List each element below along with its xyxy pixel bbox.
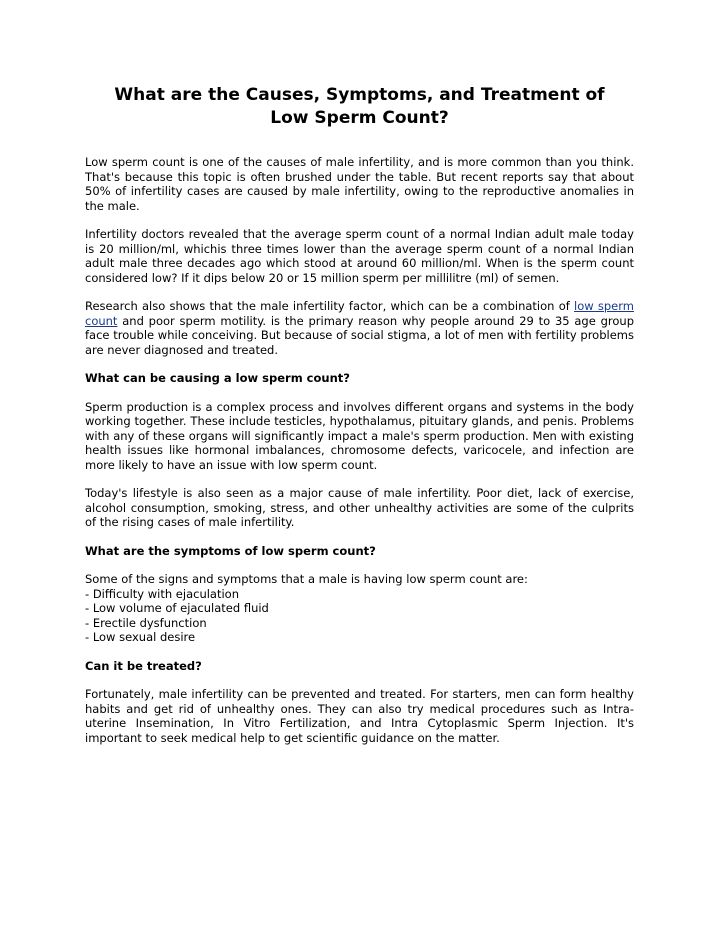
low-sperm-count-link[interactable]: low sperm count — [85, 299, 634, 328]
sperm-count-paragraph: Infertility doctors revealed that the average sperm count of a normal Indian adult male today is 20 million/ml, whichis three times lower than the average sperm count of a normal Indian adult male three decades ago which stood at around 60 million/ml. When is the sperm count considered low? If it dips below 20 or 15 million sperm per millilitre (ml) of semen. — [85, 227, 634, 285]
research-paragraph: Research also shows that the male infertility factor, which can be a combination of low sperm count and poor sperm motility. is the primary reason why people around 29 to 35 age group face trouble while conceiving. But because of social stigma, a lot of men with fertility problems are never diagnosed and treated. — [85, 299, 634, 357]
causes-heading: What can be causing a low sperm count? — [85, 371, 350, 385]
list-item: - Difficulty with ejaculation — [85, 587, 634, 602]
list-item: - Low volume of ejaculated fluid — [85, 601, 634, 616]
document-title: What are the Causes, Symptoms, and Treatment of Low Sperm Count? — [114, 85, 605, 128]
causes-paragraph-1: Sperm production is a complex process and involves different organs and systems in the body working together. These include testicles, hypothalamus, pituitary glands, and penis. Problems with any of these organs will significantly impact a male's sperm production. Men with existing health issues like hormonal imbalances, chromosome defects, varicocele, and infection are more likely to have an issue with low sperm count. — [85, 399, 634, 472]
symptoms-lead: Some of the signs and symptoms that a male is having low sperm count are: — [85, 572, 528, 586]
document-page — [85, 84, 634, 759]
symptoms-list — [85, 587, 634, 645]
list-item: - Low sexual desire — [85, 630, 634, 645]
intro-paragraph: Low sperm count is one of the causes of male infertility, and is more common than you think. That's because this topic is often brushed under the table. But recent reports say that about 50% of infertility cases are caused by male infertility, owing to the reproductive anomalies in the male. — [85, 155, 634, 213]
treatment-paragraph: Fortunately, male infertility can be prevented and treated. For starters, men can form healthy habits and get rid of unhealthy ones. They can also try medical procedures such as Intra-uterine Insemination, In Vitro Fertilization, and Intra Cytoplasmic Sperm Injection. It's important to seek medical help to get scientific guidance on the matter. — [85, 687, 634, 745]
treatment-heading: Can it be treated? — [85, 658, 202, 673]
symptoms-heading: What are the symptoms of low sperm count? — [85, 543, 376, 558]
causes-paragraph-2: Today's lifestyle is also seen as a major cause of male infertility. Poor diet, lack of exercise, alcohol consumption, smoking, stress, and other unhealthy activities are some of the culprits of the rising cases of male infertility. — [85, 486, 634, 529]
list-item: - Erectile dysfunction — [85, 616, 634, 631]
